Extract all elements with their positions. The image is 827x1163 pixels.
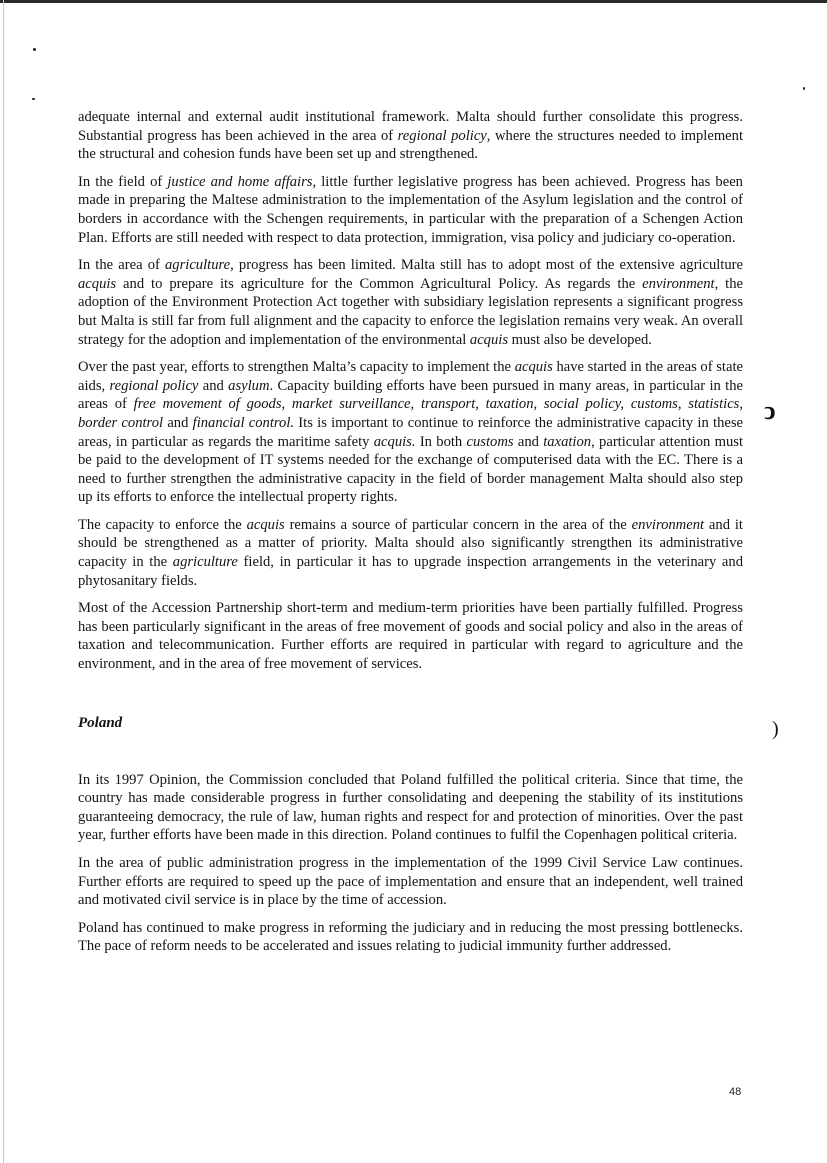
text-run: Poland has continued to make progress in reforming the judiciary and in reducing the most pressing bottlenecks. The pace of reform needs to be accelerated and issues relating to judicial immunity further addressed. (78, 919, 743, 955)
italic-text: acquis (246, 516, 285, 533)
text-run: , little further legislative progress has been achieved. Progress has been made in preparing the Maltese administration to the implementation of the Asylum legislation and the control of borders in accordance with the Schengen requirements, in particular with the preparation of a Schengen Action Plan. Efforts are still needed with respect to data protection, immigration, visa policy and judiciary co-operation. (78, 173, 743, 246)
page-number: 48 (729, 1086, 742, 1098)
paragraph (78, 516, 743, 590)
text-run: In the area of (78, 257, 165, 274)
italic-text: taxation (543, 433, 592, 450)
top-border-line (0, 0, 827, 3)
text-run: and (163, 414, 193, 431)
scan-speck (32, 98, 35, 100)
italic-text: justice and home affairs (167, 173, 313, 190)
italic-text: environment (642, 275, 715, 292)
paragraph-group-poland (78, 771, 743, 956)
text-run: and (513, 433, 544, 450)
italic-text: regional policy (397, 127, 487, 144)
scan-speck (33, 48, 36, 51)
paragraph (78, 108, 743, 164)
italic-text: acquis (469, 331, 509, 348)
margin-bracket-mark: ↄ (764, 396, 776, 425)
text-run: The capacity to enforce the (78, 516, 247, 533)
italic-text: acquis. (373, 433, 416, 450)
text-run: In both (415, 433, 467, 450)
paragraph (78, 358, 743, 507)
section-heading: Poland (78, 714, 123, 731)
left-border-line (3, 0, 4, 1163)
text-run: field, in particular it has to upgrade inspection arrangements in the veterinary and phytosanitary fields. (78, 554, 743, 589)
text-run: Most of the Accession Partnership short-term and medium-term priorities have been partially fulfilled. Progress has been particularly significant in the areas of free movement of goods and social policy and also in the areas of taxation and telecommunication. Further efforts are required in particular with regard to agriculture and the environment, and in the area of free movement of services. (78, 600, 743, 673)
text-run: In the field of (78, 173, 168, 190)
italic-text: asylum (228, 377, 270, 394)
italic-text: regional policy (109, 377, 199, 394)
italic-text: environment (631, 516, 705, 533)
paragraph (78, 771, 743, 845)
paragraph (78, 854, 743, 910)
italic-text: customs (466, 433, 514, 450)
text-run: Over the past year, efforts to strengthen Malta’s capacity to implement the (78, 359, 515, 376)
text-run: , where the structures needed to implement the structural and cohesion funds have been set up and strengthened. (78, 127, 743, 163)
text-run: have started in the areas of state aids, (78, 359, 743, 394)
text-run: In its 1997 Opinion, the Commission concluded that Poland fulfilled the political criteria. Since that time, the country has made considerable progress in further consolidating and deepening the stability of its institutions guaranteeing democracy, the rule of law, human rights and respect for and protection of minorities. Over the past year, further efforts have been made in this direction. Poland continues to fulfil the Copenhagen political criteria. (78, 771, 743, 844)
paragraph (78, 599, 743, 673)
italic-text: acquis (78, 275, 117, 292)
text-run: In the area of public administration progress in the implementation of the 1999 Civil Service Law continues. Further efforts are required to speed up the pace of implementation and ensure that an independent, well trained and motivated civil service is in place by the time of accession. (78, 855, 743, 909)
italic-text: acquis (514, 359, 553, 376)
text-run: Its is important to continue to reinforce the administrative capacity in these areas, in particular as regards the maritime safety (78, 414, 744, 450)
text-run: , particular attention must be paid to the development of IT systems needed for the exchange of computerised data with the EC. There is a need to further strengthen the administrative capacity in the field of border management Malta should also step up its efforts to enforce the intellectual property rights. (78, 433, 744, 506)
paragraph (78, 173, 743, 247)
italic-text: free movement of goods, market surveillance, transport, taxation, social policy, customs, statistics, border control (78, 396, 743, 431)
margin-bracket-mark: ) (772, 718, 779, 740)
scan-speck (803, 87, 805, 90)
text-run: remains a source of particular concern in the area of the (284, 516, 632, 533)
paragraph (78, 919, 743, 956)
text-run: must also be developed. (508, 331, 652, 348)
document-body (78, 108, 743, 965)
text-run: and to prepare its agriculture for the Common Agricultural Policy. As regards the (116, 275, 643, 292)
italic-text: agriculture (172, 554, 238, 571)
paragraph-group-malta (78, 108, 743, 674)
paragraph (78, 256, 743, 349)
text-run: adequate internal and external audit institutional framework. Malta should further consolidate this progress. Substantial progress has been achieved in the area of (78, 109, 743, 144)
text-run: and it should be strengthened as a matter of priority. Malta should also significantly strengthen its administrative capacity in the (78, 516, 743, 571)
text-run: and (198, 377, 229, 394)
text-run: , progress has been limited. Malta still has to adopt most of the extensive agriculture (230, 257, 743, 274)
italic-text: financial control. (192, 414, 295, 431)
text-run: . Capacity building efforts have been pursued in many areas, in particular in the areas of (78, 377, 743, 413)
italic-text: agriculture (165, 257, 231, 274)
text-run: , the adoption of the Environment Protection Act together with subsidiary legislation represents a significant progress but Malta is still far from full alignment and the capacity to enforce the legislation remains very weak. An overall strategy for the adoption and implementation of the environmental (78, 275, 743, 348)
